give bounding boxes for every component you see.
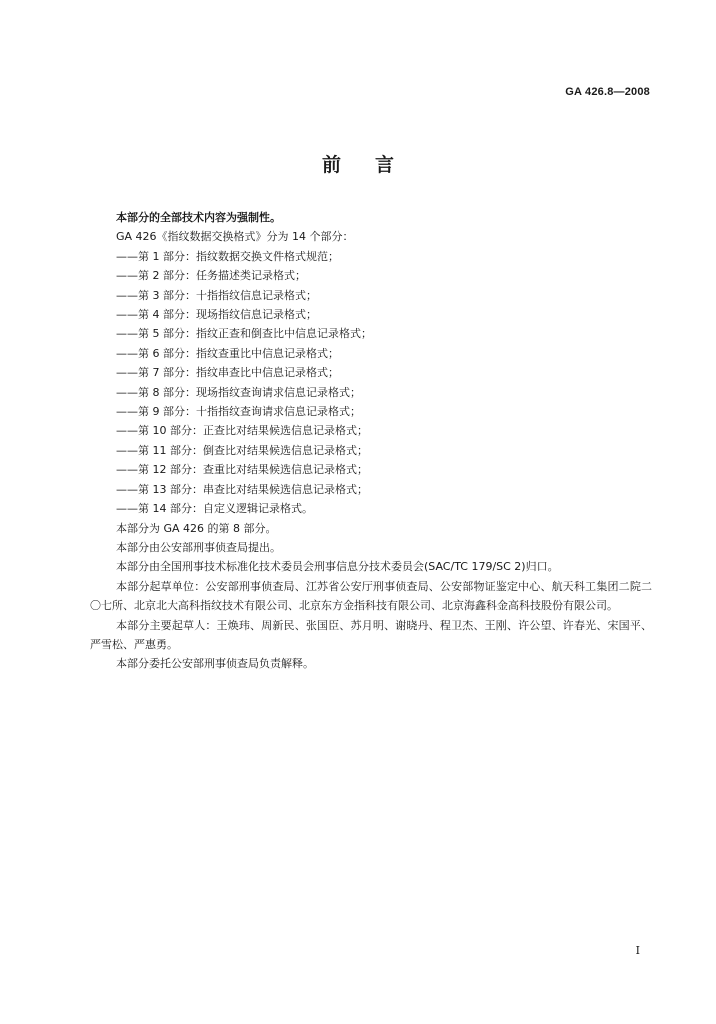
part-list-item: ——第 10 部分：正查比对结果候选信息记录格式； <box>116 424 368 438</box>
drafters-statement: 本部分主要起草人：王焕玮、周新民、张国臣、苏月明、谢晓丹、程卫杰、王刚、许公望、许春光、宋国平、严雪松、严惠勇。 <box>90 618 652 651</box>
part-list-item: ——第 13 部分：串查比对结果候选信息记录格式； <box>116 482 368 496</box>
standard-code: GA 426.8—2008 <box>565 86 650 98</box>
page-number: I <box>635 944 640 957</box>
part-list-item: ——第 9 部分：十指指纹查询请求信息记录格式； <box>116 405 361 419</box>
part-list-item: ——第 14 部分：自定义逻辑记录格式。 <box>116 502 313 516</box>
part-list-item: ——第 12 部分：查重比对结果候选信息记录格式； <box>116 463 368 477</box>
series-statement: GA 426《指纹数据交换格式》分为 14 个部分： <box>116 230 354 244</box>
part-list-item: ——第 1 部分：指纹数据交换文件格式规范； <box>116 249 339 263</box>
page-title: 前言 <box>321 154 428 176</box>
proposed-by-statement: 本部分由公安部刑事侦查局提出。 <box>116 540 281 554</box>
part-list-item: ——第 2 部分：任务描述类记录格式； <box>116 269 306 283</box>
drafting-units-statement: 本部分起草单位：公安部刑事侦查局、江苏省公安厅刑事侦查局、公安部物证鉴定中心、航天科工集团二院二〇七所、北京北大高科指纹技术有限公司、北京东方金指科技有限公司、北京海鑫科金高科技股份有限公司。 <box>90 579 652 613</box>
part-list-item: ——第 8 部分：现场指纹查询请求信息记录格式； <box>116 385 361 399</box>
interpretation-statement: 本部分委托公安部刑事侦查局负责解释。 <box>116 657 314 671</box>
foreword-body <box>90 208 652 674</box>
part-list-item: ——第 4 部分：现场指纹信息记录格式； <box>116 308 317 322</box>
part-list-item: ——第 11 部分：倒查比对结果候选信息记录格式； <box>116 443 368 457</box>
part-list-item: ——第 7 部分：指纹串查比中信息记录格式； <box>116 366 339 380</box>
part-list-item: ——第 6 部分：指纹查重比中信息记录格式； <box>116 346 339 360</box>
this-part-statement: 本部分为 GA 426 的第 8 部分。 <box>116 521 277 535</box>
part-list-item: ——第 3 部分：十指指纹信息记录格式； <box>116 288 317 302</box>
centralized-by-statement: 本部分由全国刑事技术标准化技术委员会刑事信息分技术委员会(SAC/TC 179/SC 2)归口。 <box>116 560 559 574</box>
part-list-item: ——第 5 部分：指纹正查和倒查比中信息记录格式； <box>116 327 372 341</box>
mandatory-statement: 本部分的全部技术内容为强制性。 <box>116 211 281 224</box>
